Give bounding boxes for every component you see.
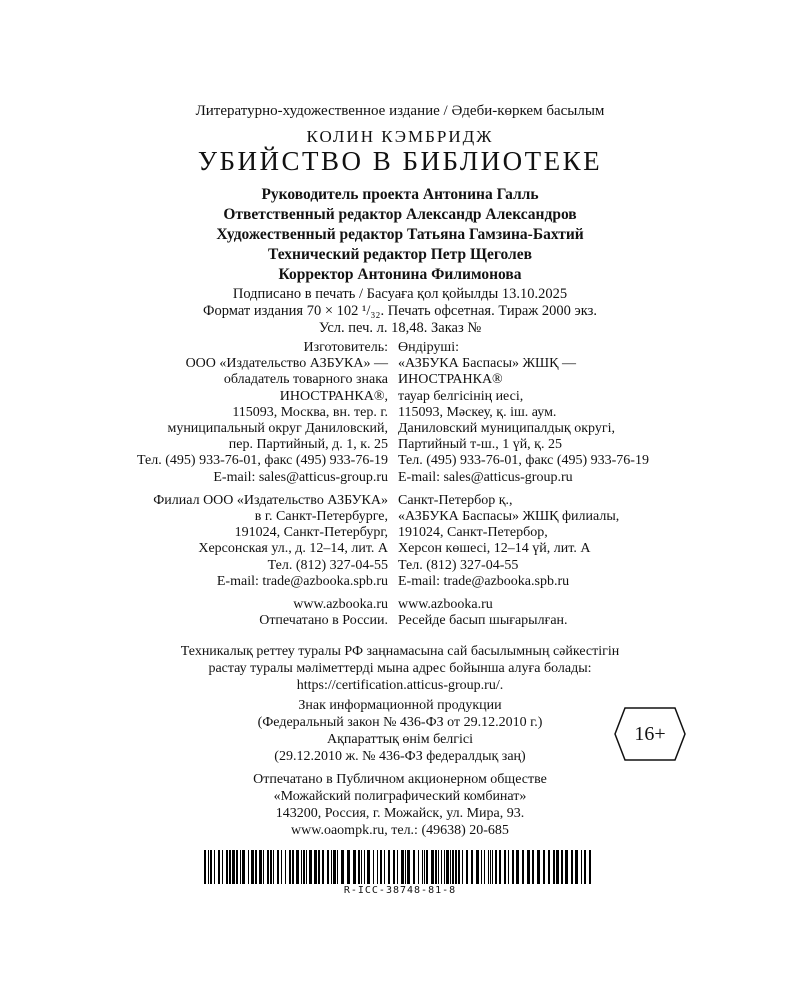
certification-url: https://certification.atticus-group.ru/. [296, 678, 504, 693]
manufacturer-label: Өндіруші: [398, 340, 459, 355]
branch-email: E-mail: trade@azbooka.spb.ru [216, 573, 388, 589]
manufacturer-line: ИНОСТРАНКА®, [279, 388, 388, 404]
manufacturer-line: пер. Партийный, д. 1, к. 25 [228, 437, 388, 453]
printer-line: Отпечатано в Публичном акционерном обществе [253, 772, 547, 787]
info-sign-line: Знак информационной продукции [298, 698, 502, 713]
print-sheets: Усл. печ. л. 18,48. Заказ № [318, 320, 482, 336]
age-rating: 16+ [634, 723, 666, 745]
print-format: Формат издания 70 × 102 ¹/₃₂. Печать офсетная. Тираж 2000 экз. [203, 303, 597, 319]
info-sign-line: (29.12.2010 ж. № 436-ФЗ федералдық заң) [274, 749, 526, 764]
credit-managing-editor: Ответственный редактор Александр Александров [223, 206, 577, 223]
credit-proofreader: Корректор Антонина Филимонова [278, 266, 522, 283]
barcode-number: R-ICC-38748-81-8 [343, 885, 457, 896]
manufacturer-line: муниципальный округ Даниловский, [167, 421, 388, 437]
book-title: УБИЙСТВО В БИБЛИОТЕКЕ [197, 146, 603, 176]
website: www.azbooka.ru [398, 597, 493, 613]
russian-column [137, 340, 388, 629]
manufacturer-phone: Тел. (495) 933-76-01, факс (495) 933-76-19 [398, 453, 649, 469]
branch-line: Херсонская ул., д. 12–14, лит. А [198, 541, 388, 557]
manufacturer-line: Даниловский муниципалдық округі, [398, 421, 615, 437]
credit-technical-editor: Технический редактор Петр Щеголев [267, 246, 533, 263]
edition-type: Литературно-художественное издание / Әдеби-көркем басылым [195, 103, 605, 119]
manufacturer-line: ИНОСТРАНКА® [398, 372, 503, 388]
branch-line: Херсон көшесі, 12–14 үй, лит. А [398, 541, 591, 557]
branch-line: Санкт-Петербор қ., [398, 492, 513, 508]
manufacturer-phone: Тел. (495) 933-76-01, факс (495) 933-76-19 [137, 453, 388, 469]
tech-regulation-note [0, 643, 800, 694]
branch-line: «АЗБУКА Баспасы» ЖШҚ филиалы, [398, 509, 620, 525]
credit-project-lead: Руководитель проекта Антонина Галль [261, 186, 539, 203]
manufacturer-line: ООО «Издательство АЗБУКА» — [185, 356, 388, 372]
manufacturer-email: E-mail: sales@atticus-group.ru [213, 469, 388, 485]
print-date: Подписано в печать / Басуаға қол қойылды 13.10.2025 [232, 286, 568, 302]
info-sign-line: (Федеральный закон № 436-ФЗ от 29.12.2010 г.) [257, 715, 543, 730]
kazakh-column [398, 340, 649, 629]
credit-art-editor: Художественный редактор Татьяна Гамзина-Бахтий [216, 226, 584, 243]
tech-regulation-line: Техникалық реттеу туралы РФ заңнамасына сай басылымның сәйкестігін [180, 644, 620, 659]
branch-line: в г. Санкт-Петербурге, [254, 509, 388, 525]
website: www.azbooka.ru [293, 597, 388, 613]
manufacturer-line: 115093, Мәскеу, қ. іш. аум. [398, 404, 557, 420]
branch-line: 191024, Санкт-Петербор, [398, 525, 548, 541]
branch-line: Филиал ООО «Издательство АЗБУКА» [153, 492, 388, 508]
branch-email: E-mail: trade@azbooka.spb.ru [398, 573, 570, 589]
printed-in: Ресейде басып шығарылған. [398, 613, 568, 629]
info-sign-line: Ақпараттық өнім белгісі [326, 732, 474, 747]
printer-block [0, 771, 800, 839]
tech-regulation-line: растау туралы мәліметтерді мына адрес бойынша алуға болады: [208, 661, 592, 676]
print-info [0, 286, 800, 337]
barcode-icon [204, 850, 594, 884]
credits-block [0, 185, 800, 285]
manufacturer-label: Изготовитель: [303, 340, 388, 355]
printer-address: 143200, Россия, г. Можайск, ул. Мира, 93. [275, 806, 525, 821]
manufacturer-line: обладатель товарного знака [223, 372, 388, 388]
author-name: КОЛИН КЭМБРИДЖ [306, 127, 494, 146]
branch-line: 191024, Санкт-Петербург, [234, 525, 388, 541]
manufacturer-email: E-mail: sales@atticus-group.ru [398, 469, 573, 485]
branch-phone: Тел. (812) 327-04-55 [267, 557, 388, 573]
branch-phone: Тел. (812) 327-04-55 [398, 557, 519, 573]
manufacturer-line: тауар белгісінің иесі, [398, 388, 524, 404]
printer-contacts: www.oaompk.ru, тел.: (49638) 20-685 [291, 823, 509, 838]
manufacturer-line: Партийный т-ш., 1 үй, қ. 25 [398, 437, 562, 453]
printed-in: Отпечатано в России. [259, 613, 388, 629]
manufacturer-line: «АЗБУКА Баспасы» ЖШҚ — [398, 356, 576, 372]
manufacturer-line: 115093, Москва, вн. тер. г. [232, 404, 388, 420]
printer-line: «Можайский полиграфический комбинат» [273, 789, 527, 804]
